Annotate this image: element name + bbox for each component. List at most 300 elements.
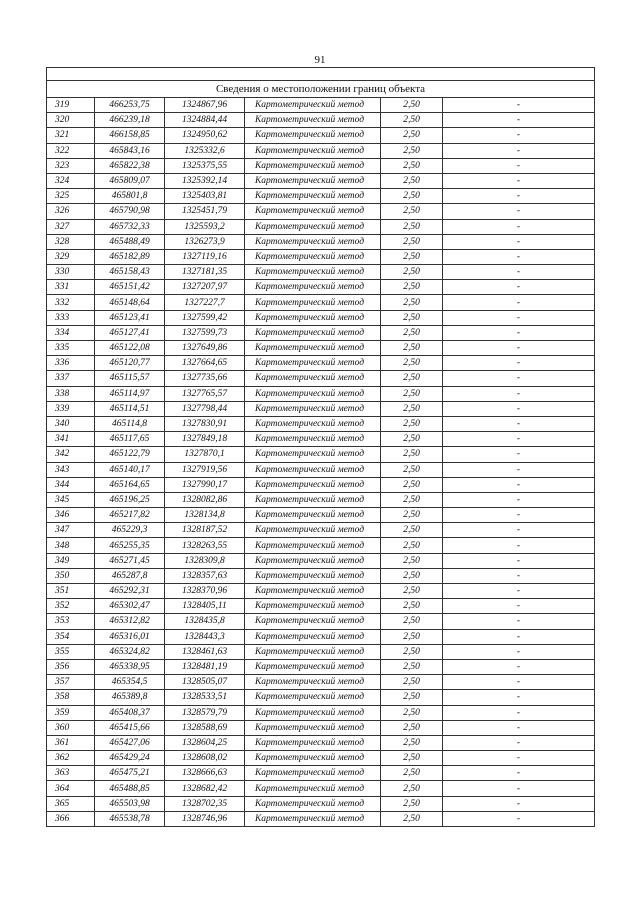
- x-coordinate-cell: 465488,85: [95, 781, 165, 796]
- x-coordinate-cell: 465115,57: [95, 371, 165, 386]
- x-coordinate-cell: 465538,78: [95, 811, 165, 826]
- description-cell: -: [443, 401, 595, 416]
- table-row: [47, 416, 595, 431]
- table-row: [47, 675, 595, 690]
- method-cell: Картометрический метод: [245, 143, 381, 158]
- accuracy-cell: 2,50: [381, 371, 443, 386]
- point-number-cell: 333: [47, 310, 95, 325]
- method-cell: Картометрический метод: [245, 705, 381, 720]
- table-row: [47, 113, 595, 128]
- accuracy-cell: 2,50: [381, 386, 443, 401]
- method-cell: Картометрический метод: [245, 416, 381, 431]
- table-row: [47, 523, 595, 538]
- y-coordinate-cell: 1324867,96: [165, 98, 245, 113]
- method-cell: Картометрический метод: [245, 811, 381, 826]
- accuracy-cell: 2,50: [381, 341, 443, 356]
- accuracy-cell: 2,50: [381, 553, 443, 568]
- y-coordinate-cell: 1325392,14: [165, 173, 245, 188]
- description-cell: -: [443, 705, 595, 720]
- table-row: [47, 219, 595, 234]
- point-number-cell: 346: [47, 508, 95, 523]
- accuracy-cell: 2,50: [381, 447, 443, 462]
- point-number-cell: 330: [47, 265, 95, 280]
- method-cell: Картометрический метод: [245, 128, 381, 143]
- description-cell: -: [443, 492, 595, 507]
- table-row: [47, 173, 595, 188]
- description-cell: -: [443, 766, 595, 781]
- y-coordinate-cell: 1327798,44: [165, 401, 245, 416]
- accuracy-cell: 2,50: [381, 280, 443, 295]
- method-cell: Картометрический метод: [245, 735, 381, 750]
- method-cell: Картометрический метод: [245, 796, 381, 811]
- point-number-cell: 364: [47, 781, 95, 796]
- point-number-cell: 332: [47, 295, 95, 310]
- point-number-cell: 334: [47, 325, 95, 340]
- accuracy-cell: 2,50: [381, 98, 443, 113]
- point-number-cell: 360: [47, 720, 95, 735]
- point-number-cell: 342: [47, 447, 95, 462]
- accuracy-cell: 2,50: [381, 295, 443, 310]
- description-cell: -: [443, 432, 595, 447]
- x-coordinate-cell: 465217,82: [95, 508, 165, 523]
- x-coordinate-cell: 465316,01: [95, 629, 165, 644]
- x-coordinate-cell: 465114,8: [95, 416, 165, 431]
- method-cell: Картометрический метод: [245, 356, 381, 371]
- method-cell: Картометрический метод: [245, 599, 381, 614]
- table-row: [47, 568, 595, 583]
- point-number-cell: 327: [47, 219, 95, 234]
- method-cell: Картометрический метод: [245, 614, 381, 629]
- table-row: [47, 659, 595, 674]
- accuracy-cell: 2,50: [381, 325, 443, 340]
- accuracy-cell: 2,50: [381, 173, 443, 188]
- table-row: [47, 341, 595, 356]
- description-cell: -: [443, 811, 595, 826]
- description-cell: -: [443, 386, 595, 401]
- point-number-cell: 344: [47, 477, 95, 492]
- x-coordinate-cell: 466253,75: [95, 98, 165, 113]
- y-coordinate-cell: 1327599,42: [165, 310, 245, 325]
- table-row: [47, 189, 595, 204]
- x-coordinate-cell: 465123,41: [95, 310, 165, 325]
- table-row: [47, 781, 595, 796]
- table-row: [47, 371, 595, 386]
- x-coordinate-cell: 465801,8: [95, 189, 165, 204]
- method-cell: Картометрический метод: [245, 781, 381, 796]
- x-coordinate-cell: 465503,98: [95, 796, 165, 811]
- x-coordinate-cell: 465182,89: [95, 249, 165, 264]
- method-cell: Картометрический метод: [245, 462, 381, 477]
- accuracy-cell: 2,50: [381, 614, 443, 629]
- table-row: [47, 249, 595, 264]
- method-cell: Картометрический метод: [245, 204, 381, 219]
- x-coordinate-cell: 465389,8: [95, 690, 165, 705]
- method-cell: Картометрический метод: [245, 98, 381, 113]
- description-cell: -: [443, 675, 595, 690]
- accuracy-cell: 2,50: [381, 629, 443, 644]
- x-coordinate-cell: 465488,49: [95, 234, 165, 249]
- y-coordinate-cell: 1327649,86: [165, 341, 245, 356]
- method-cell: Картометрический метод: [245, 386, 381, 401]
- x-coordinate-cell: 465427,06: [95, 735, 165, 750]
- method-cell: Картометрический метод: [245, 477, 381, 492]
- table-row: [47, 584, 595, 599]
- description-cell: -: [443, 751, 595, 766]
- table-row: [47, 432, 595, 447]
- description-cell: -: [443, 462, 595, 477]
- y-coordinate-cell: 1328443,3: [165, 629, 245, 644]
- description-cell: -: [443, 568, 595, 583]
- point-number-cell: 320: [47, 113, 95, 128]
- y-coordinate-cell: 1327870,1: [165, 447, 245, 462]
- accuracy-cell: 2,50: [381, 249, 443, 264]
- description-cell: -: [443, 690, 595, 705]
- y-coordinate-cell: 1328746,96: [165, 811, 245, 826]
- method-cell: Картометрический метод: [245, 371, 381, 386]
- description-cell: -: [443, 614, 595, 629]
- y-coordinate-cell: 1327849,18: [165, 432, 245, 447]
- description-cell: -: [443, 781, 595, 796]
- description-cell: -: [443, 173, 595, 188]
- description-cell: -: [443, 523, 595, 538]
- accuracy-cell: 2,50: [381, 356, 443, 371]
- y-coordinate-cell: 1327207,97: [165, 280, 245, 295]
- table-row: [47, 128, 595, 143]
- description-cell: -: [443, 310, 595, 325]
- y-coordinate-cell: 1325403,81: [165, 189, 245, 204]
- method-cell: Картометрический метод: [245, 690, 381, 705]
- accuracy-cell: 2,50: [381, 766, 443, 781]
- method-cell: Картометрический метод: [245, 508, 381, 523]
- accuracy-cell: 2,50: [381, 432, 443, 447]
- description-cell: -: [443, 508, 595, 523]
- table-row: [47, 690, 595, 705]
- point-number-cell: 353: [47, 614, 95, 629]
- accuracy-cell: 2,50: [381, 477, 443, 492]
- x-coordinate-cell: 465408,37: [95, 705, 165, 720]
- table-row: [47, 766, 595, 781]
- header-spacer-row: [47, 68, 595, 81]
- point-number-cell: 321: [47, 128, 95, 143]
- x-coordinate-cell: 466239,18: [95, 113, 165, 128]
- point-number-cell: 324: [47, 173, 95, 188]
- accuracy-cell: 2,50: [381, 128, 443, 143]
- x-coordinate-cell: 465120,77: [95, 356, 165, 371]
- y-coordinate-cell: 1327830,91: [165, 416, 245, 431]
- accuracy-cell: 2,50: [381, 644, 443, 659]
- y-coordinate-cell: 1325593,2: [165, 219, 245, 234]
- point-number-cell: 363: [47, 766, 95, 781]
- method-cell: Картометрический метод: [245, 173, 381, 188]
- accuracy-cell: 2,50: [381, 796, 443, 811]
- y-coordinate-cell: 1327599,73: [165, 325, 245, 340]
- y-coordinate-cell: 1328604,25: [165, 735, 245, 750]
- table-title-row: [47, 81, 595, 98]
- point-number-cell: 329: [47, 249, 95, 264]
- description-cell: -: [443, 295, 595, 310]
- description-cell: -: [443, 143, 595, 158]
- description-cell: -: [443, 356, 595, 371]
- method-cell: Картометрический метод: [245, 113, 381, 128]
- description-cell: -: [443, 128, 595, 143]
- method-cell: Картометрический метод: [245, 584, 381, 599]
- method-cell: Картометрический метод: [245, 751, 381, 766]
- point-number-cell: 335: [47, 341, 95, 356]
- y-coordinate-cell: 1328082,86: [165, 492, 245, 507]
- boundary-table: [46, 67, 594, 827]
- x-coordinate-cell: 465354,5: [95, 675, 165, 690]
- point-number-cell: 358: [47, 690, 95, 705]
- accuracy-cell: 2,50: [381, 508, 443, 523]
- description-cell: -: [443, 553, 595, 568]
- point-number-cell: 345: [47, 492, 95, 507]
- table-row: [47, 720, 595, 735]
- table-row: [47, 811, 595, 826]
- y-coordinate-cell: 1328481,19: [165, 659, 245, 674]
- table-row: [47, 462, 595, 477]
- accuracy-cell: 2,50: [381, 523, 443, 538]
- table-row: [47, 295, 595, 310]
- x-coordinate-cell: 465324,82: [95, 644, 165, 659]
- accuracy-cell: 2,50: [381, 720, 443, 735]
- point-number-cell: 325: [47, 189, 95, 204]
- method-cell: Картометрический метод: [245, 447, 381, 462]
- y-coordinate-cell: 1328579,79: [165, 705, 245, 720]
- table-row: [47, 143, 595, 158]
- table-row: [47, 447, 595, 462]
- point-number-cell: 351: [47, 584, 95, 599]
- point-number-cell: 322: [47, 143, 95, 158]
- table-row: [47, 98, 595, 113]
- table-row: [47, 599, 595, 614]
- y-coordinate-cell: 1324884,44: [165, 113, 245, 128]
- description-cell: -: [443, 720, 595, 735]
- accuracy-cell: 2,50: [381, 113, 443, 128]
- y-coordinate-cell: 1328702,35: [165, 796, 245, 811]
- point-number-cell: 340: [47, 416, 95, 431]
- table-row: [47, 280, 595, 295]
- point-number-cell: 349: [47, 553, 95, 568]
- description-cell: -: [443, 416, 595, 431]
- accuracy-cell: 2,50: [381, 538, 443, 553]
- x-coordinate-cell: 465122,79: [95, 447, 165, 462]
- table-row: [47, 265, 595, 280]
- description-cell: -: [443, 265, 595, 280]
- description-cell: -: [443, 249, 595, 264]
- method-cell: Картометрический метод: [245, 249, 381, 264]
- y-coordinate-cell: 1328435,8: [165, 614, 245, 629]
- accuracy-cell: 2,50: [381, 492, 443, 507]
- y-coordinate-cell: 1328309,8: [165, 553, 245, 568]
- point-number-cell: 357: [47, 675, 95, 690]
- y-coordinate-cell: 1327181,35: [165, 265, 245, 280]
- accuracy-cell: 2,50: [381, 416, 443, 431]
- table-row: [47, 735, 595, 750]
- table-row: [47, 310, 595, 325]
- page-number: 91: [314, 54, 326, 66]
- table-row: [47, 796, 595, 811]
- method-cell: Картометрический метод: [245, 538, 381, 553]
- y-coordinate-cell: 1327919,56: [165, 462, 245, 477]
- point-number-cell: 319: [47, 98, 95, 113]
- x-coordinate-cell: 465822,38: [95, 158, 165, 173]
- table-row: [47, 553, 595, 568]
- y-coordinate-cell: 1328682,42: [165, 781, 245, 796]
- accuracy-cell: 2,50: [381, 735, 443, 750]
- table-row: [47, 614, 595, 629]
- accuracy-cell: 2,50: [381, 811, 443, 826]
- y-coordinate-cell: 1327765,57: [165, 386, 245, 401]
- y-coordinate-cell: 1328533,51: [165, 690, 245, 705]
- table-row: [47, 751, 595, 766]
- table-row: [47, 644, 595, 659]
- y-coordinate-cell: 1326273,9: [165, 234, 245, 249]
- description-cell: -: [443, 98, 595, 113]
- point-number-cell: 339: [47, 401, 95, 416]
- accuracy-cell: 2,50: [381, 143, 443, 158]
- x-coordinate-cell: 465122,08: [95, 341, 165, 356]
- x-coordinate-cell: 465140,17: [95, 462, 165, 477]
- description-cell: -: [443, 659, 595, 674]
- table-row: [47, 386, 595, 401]
- x-coordinate-cell: 465809,07: [95, 173, 165, 188]
- description-cell: -: [443, 219, 595, 234]
- x-coordinate-cell: 465148,64: [95, 295, 165, 310]
- description-cell: -: [443, 341, 595, 356]
- accuracy-cell: 2,50: [381, 599, 443, 614]
- y-coordinate-cell: 1327119,16: [165, 249, 245, 264]
- accuracy-cell: 2,50: [381, 690, 443, 705]
- accuracy-cell: 2,50: [381, 659, 443, 674]
- y-coordinate-cell: 1328405,11: [165, 599, 245, 614]
- y-coordinate-cell: 1327990,17: [165, 477, 245, 492]
- point-number-cell: 348: [47, 538, 95, 553]
- accuracy-cell: 2,50: [381, 265, 443, 280]
- method-cell: Картометрический метод: [245, 568, 381, 583]
- y-coordinate-cell: 1325332,6: [165, 143, 245, 158]
- x-coordinate-cell: 465158,43: [95, 265, 165, 280]
- method-cell: Картометрический метод: [245, 401, 381, 416]
- method-cell: Картометрический метод: [245, 720, 381, 735]
- point-number-cell: 350: [47, 568, 95, 583]
- y-coordinate-cell: 1327227,7: [165, 295, 245, 310]
- y-coordinate-cell: 1325375,55: [165, 158, 245, 173]
- y-coordinate-cell: 1328134,8: [165, 508, 245, 523]
- x-coordinate-cell: 465302,47: [95, 599, 165, 614]
- description-cell: -: [443, 158, 595, 173]
- x-coordinate-cell: 465429,24: [95, 751, 165, 766]
- table-row: [47, 325, 595, 340]
- description-cell: -: [443, 644, 595, 659]
- x-coordinate-cell: 465229,3: [95, 523, 165, 538]
- x-coordinate-cell: 465196,25: [95, 492, 165, 507]
- accuracy-cell: 2,50: [381, 219, 443, 234]
- table-row: [47, 508, 595, 523]
- table-row: [47, 234, 595, 249]
- table-row: [47, 204, 595, 219]
- accuracy-cell: 2,50: [381, 751, 443, 766]
- x-coordinate-cell: 465732,33: [95, 219, 165, 234]
- point-number-cell: 366: [47, 811, 95, 826]
- y-coordinate-cell: 1328666,63: [165, 766, 245, 781]
- method-cell: Картометрический метод: [245, 189, 381, 204]
- x-coordinate-cell: 465287,8: [95, 568, 165, 583]
- point-number-cell: 338: [47, 386, 95, 401]
- table-title: Сведения о местоположении границ объекта: [47, 81, 595, 98]
- table-row: [47, 401, 595, 416]
- x-coordinate-cell: 465338,95: [95, 659, 165, 674]
- method-cell: Картометрический метод: [245, 219, 381, 234]
- x-coordinate-cell: 465164,65: [95, 477, 165, 492]
- point-number-cell: 355: [47, 644, 95, 659]
- x-coordinate-cell: 465114,97: [95, 386, 165, 401]
- description-cell: -: [443, 538, 595, 553]
- method-cell: Картометрический метод: [245, 629, 381, 644]
- point-number-cell: 341: [47, 432, 95, 447]
- x-coordinate-cell: 465292,31: [95, 584, 165, 599]
- method-cell: Картометрический метод: [245, 659, 381, 674]
- table-row: [47, 158, 595, 173]
- description-cell: -: [443, 735, 595, 750]
- point-number-cell: 343: [47, 462, 95, 477]
- x-coordinate-cell: 465255,35: [95, 538, 165, 553]
- method-cell: Картометрический метод: [245, 325, 381, 340]
- x-coordinate-cell: 465151,42: [95, 280, 165, 295]
- y-coordinate-cell: 1328357,63: [165, 568, 245, 583]
- method-cell: Картометрический метод: [245, 341, 381, 356]
- x-coordinate-cell: 466158,85: [95, 128, 165, 143]
- accuracy-cell: 2,50: [381, 401, 443, 416]
- accuracy-cell: 2,50: [381, 158, 443, 173]
- accuracy-cell: 2,50: [381, 234, 443, 249]
- x-coordinate-cell: 465271,45: [95, 553, 165, 568]
- point-number-cell: 365: [47, 796, 95, 811]
- x-coordinate-cell: 465415,66: [95, 720, 165, 735]
- y-coordinate-cell: 1325451,79: [165, 204, 245, 219]
- method-cell: Картометрический метод: [245, 766, 381, 781]
- description-cell: -: [443, 629, 595, 644]
- method-cell: Картометрический метод: [245, 432, 381, 447]
- x-coordinate-cell: 465114,51: [95, 401, 165, 416]
- point-number-cell: 362: [47, 751, 95, 766]
- method-cell: Картометрический метод: [245, 644, 381, 659]
- method-cell: Картометрический метод: [245, 492, 381, 507]
- x-coordinate-cell: 465117,65: [95, 432, 165, 447]
- point-number-cell: 361: [47, 735, 95, 750]
- x-coordinate-cell: 465790,98: [95, 204, 165, 219]
- point-number-cell: 331: [47, 280, 95, 295]
- point-number-cell: 337: [47, 371, 95, 386]
- description-cell: -: [443, 599, 595, 614]
- point-number-cell: 336: [47, 356, 95, 371]
- method-cell: Картометрический метод: [245, 295, 381, 310]
- accuracy-cell: 2,50: [381, 584, 443, 599]
- y-coordinate-cell: 1328461,63: [165, 644, 245, 659]
- point-number-cell: 352: [47, 599, 95, 614]
- description-cell: -: [443, 234, 595, 249]
- table-row: [47, 356, 595, 371]
- y-coordinate-cell: 1328370,96: [165, 584, 245, 599]
- accuracy-cell: 2,50: [381, 675, 443, 690]
- table-row: [47, 629, 595, 644]
- y-coordinate-cell: 1327735,66: [165, 371, 245, 386]
- y-coordinate-cell: 1327664,65: [165, 356, 245, 371]
- table-row: [47, 492, 595, 507]
- method-cell: Картометрический метод: [245, 158, 381, 173]
- description-cell: -: [443, 113, 595, 128]
- method-cell: Картометрический метод: [245, 280, 381, 295]
- y-coordinate-cell: 1328187,52: [165, 523, 245, 538]
